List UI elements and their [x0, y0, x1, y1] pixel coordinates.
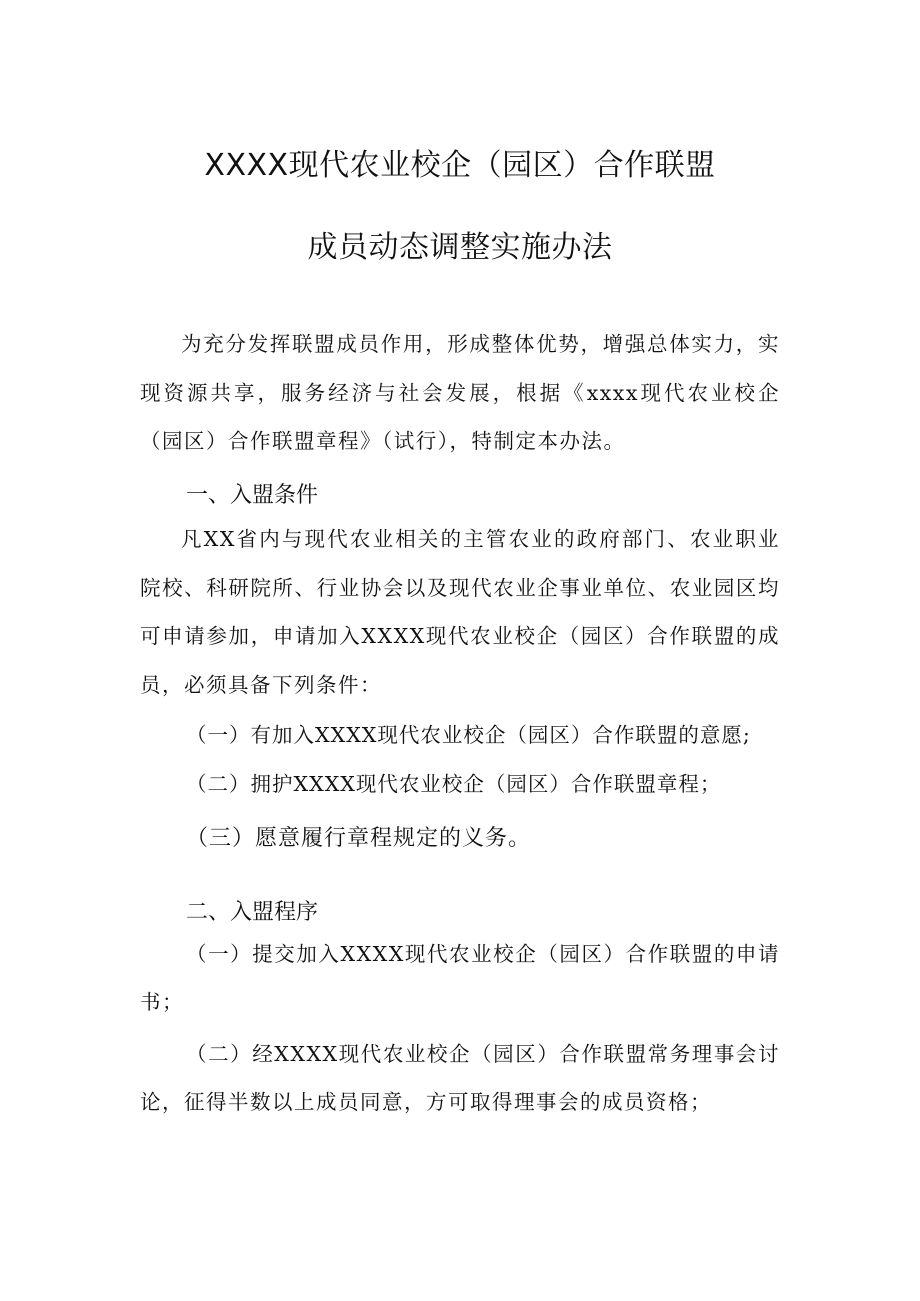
section1-body: 凡XX省内与现代农业相关的主管农业的政府部门、农业职业院校、科研院所、行业协会以及现代农业企事业单位、农业园区均可申请参加，申请加入XXXX现代农业校企（园区）合作联盟的成员，必须具备下列条件： [140, 527, 780, 697]
section1-item-2: （二）拥护XXXX现代农业校企（园区）合作联盟章程； [186, 772, 722, 796]
section2-item-1: （一）提交加入XXXX现代农业校企（园区）合作联盟的申请书； [140, 942, 780, 1014]
section1-item-1: （一）有加入XXXX现代农业校企（园区）合作联盟的意愿; [186, 723, 751, 747]
intro-paragraph: 为充分发挥联盟成员作用，形成整体优势，增强总体实力，实现资源共享，服务经济与社会发展，根据《xxxx现代农业校企（园区）合作联盟章程》（试行），特制定本办法。 [140, 332, 780, 453]
document-title-line2: 成员动态调整实施办法 [307, 230, 613, 265]
section2-heading: 二、入盟程序 [186, 900, 319, 925]
section2-item-2: （二）经XXXX现代农业校企（园区）合作联盟常务理事会讨论，征得半数以上成员同意，方可取得理事会的成员资格； [140, 1042, 780, 1114]
section1-heading: 一、入盟条件 [186, 483, 319, 508]
document-title-line1: XXXX现代农业校企（园区）合作联盟 [204, 148, 716, 183]
section1-item-3: （三）愿意履行章程规定的义务。 [186, 826, 532, 851]
